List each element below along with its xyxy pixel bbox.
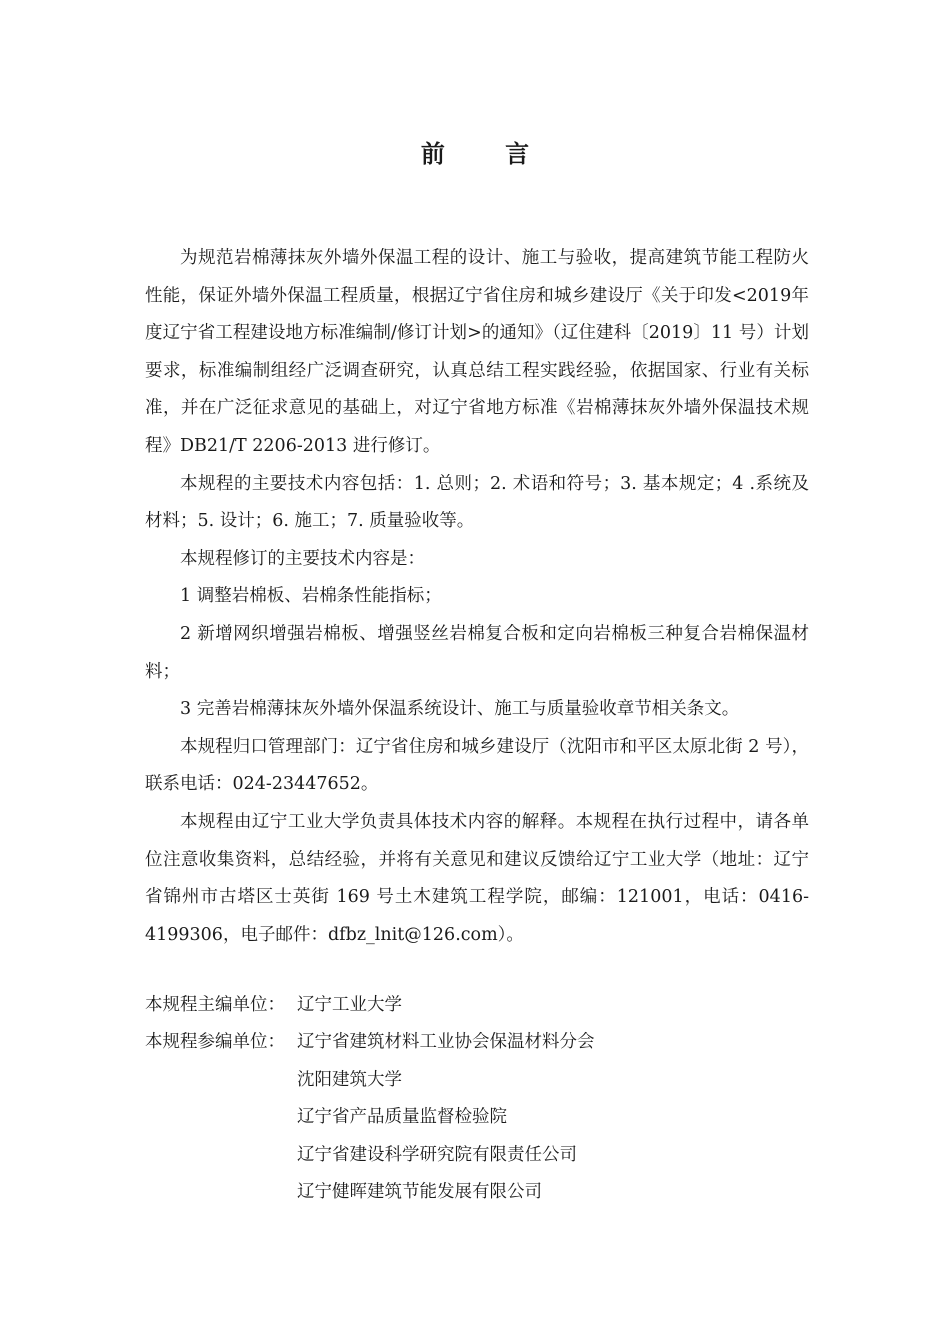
participant-name: 辽宁健晖建筑节能发展有限公司 (297, 1182, 542, 1203)
paragraph-purpose: 为规范岩棉薄抹灰外墙外保温工程的设计、施工与验收，提高建筑节能工程防火性能，保证外墙外保温工程质量，根据辽宁省住房和城乡建设厅《关于印发<2019年度辽宁省工程建设地方标准编制/修订计划>的通知》（辽住建科〔2019〕11 号）计划要求，标准编制组经广泛调查研究，认真总结工程实践经验，依据国家、行业有关标准，并在广泛征求意见的基础上，对辽宁省地方标准《岩棉薄抹灰外墙外保温技术规程》DB21/T 2206-2013 进行修订。 (145, 248, 809, 456)
participant-name: 辽宁省产品质量监督检验院 (297, 1107, 507, 1128)
chief-editor-label: 本规程主编单位： (145, 995, 285, 1015)
paragraph-interpretation: 本规程由辽宁工业大学负责具体技术内容的解释。本规程在执行过程中，请各单位注意收集资料，总结经验，并将有关意见和建议反馈给辽宁工业大学（地址：辽宁省锦州市古塔区士英街 169 号土木建筑工程学院，邮编：121001，电话：0416-4199306，电子邮件：dfbz_lnit@126.com）。 (145, 811, 809, 945)
revision-item-1: 1 调整岩棉板、岩棉条性能指标； (180, 586, 442, 607)
page-title: 前 言 (420, 140, 556, 168)
participants-list (297, 1024, 595, 1211)
participant-name: 辽宁省建筑材料工业协会保温材料分会 (297, 1032, 595, 1053)
participant-name: 辽宁省建设科学研究院有限责任公司 (297, 1144, 577, 1165)
participant-name: 沈阳建筑大学 (297, 1069, 402, 1090)
revision-item-3: 3 完善岩棉薄抹灰外墙外保温系统设计、施工与质量验收章节相关条文。 (180, 699, 740, 720)
drafting-units (145, 987, 809, 1211)
chief-editor-row (145, 987, 809, 1024)
preface-body (145, 240, 809, 954)
chief-editor-list (297, 987, 402, 1024)
paragraph-management-dept: 本规程归口管理部门：辽宁省住房和城乡建设厅（沈阳市和平区太原北街 2 号），联系电话：024-23447652。 (145, 736, 809, 795)
revision-item-2: 2 新增网织增强岩棉板、增强竖丝岩棉复合板和定向岩棉板三种复合岩棉保温材料； (145, 623, 809, 682)
participants-label: 本规程参编单位： (145, 1032, 285, 1053)
paragraph-revision-intro: 本规程修订的主要技术内容是： (180, 548, 425, 569)
participants-row (145, 1024, 809, 1211)
chief-editor-name: 辽宁工业大学 (297, 995, 402, 1015)
paragraph-main-contents: 本规程的主要技术内容包括：1. 总则；2. 术语和符号；3. 基本规定；4 .系统及材料；5. 设计；6. 施工；7. 质量验收等。 (145, 473, 809, 532)
